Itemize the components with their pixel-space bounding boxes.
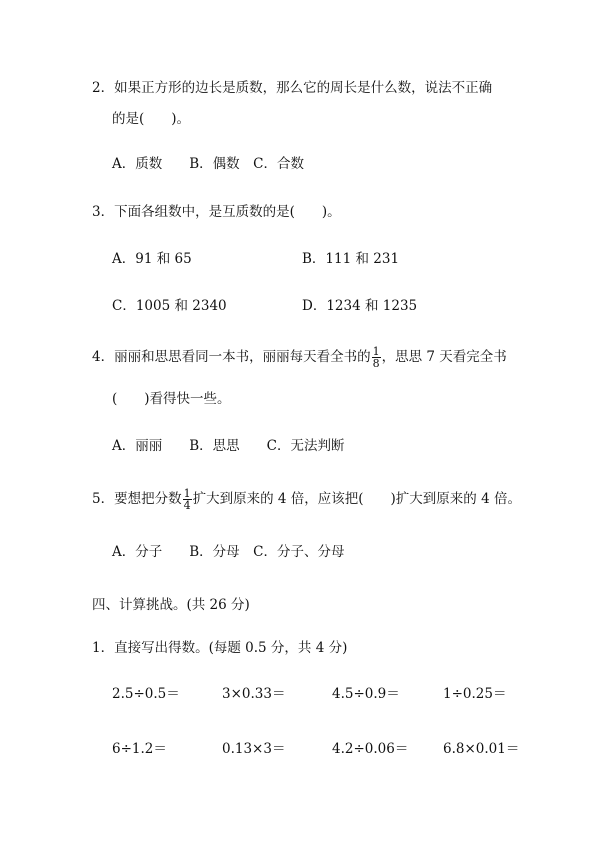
- section4-q1-stem: 1．直接写出得数。(每题 0.5 分，共 4 分): [92, 640, 348, 656]
- calc-item: 3×0.33＝: [222, 686, 286, 702]
- q5-options: A．分子 B．分母 C．分子、分母: [112, 544, 345, 560]
- q5-fraction: [183, 488, 192, 511]
- calc-item: 0.13×3＝: [222, 741, 286, 757]
- calc-item: 4.5÷0.9＝: [332, 686, 400, 702]
- q4-text-part2: ，思思 7 天看完全书: [381, 349, 507, 365]
- q4-stem-line2: ( )看得快一些。: [112, 391, 231, 407]
- calc-item: 1÷0.25＝: [443, 686, 507, 702]
- q4-fraction-denominator: 8: [372, 357, 380, 370]
- calc-item: 2.5÷0.5＝: [112, 686, 180, 702]
- q4-options: A．丽丽 B．思思 C．无法判断: [112, 438, 345, 454]
- q2-stem-line2: 的是( )。: [112, 111, 191, 127]
- q4-text-part1: 4．丽丽和思思看同一本书，丽丽每天看全书的: [92, 349, 371, 365]
- calc-item: 6.8×0.01＝: [443, 741, 520, 757]
- q4-fraction: [372, 346, 381, 369]
- q5-text-part1: 5．要想把分数: [92, 491, 182, 507]
- calc-item: 6÷1.2＝: [112, 741, 167, 757]
- q5-text-part2: 扩大到原来的 4 倍，应该把( )扩大到原来的 4 倍。: [192, 491, 521, 507]
- q4-stem-line1: [92, 346, 507, 369]
- q4-fraction-numerator: 1: [372, 345, 380, 358]
- section4-title: 四、计算挑战。(共 26 分): [92, 597, 250, 613]
- q3-option-c: C．1005 和 2340: [112, 298, 227, 314]
- q3-option-d: D．1234 和 1235: [302, 298, 418, 314]
- q2-stem-line1: 2．如果正方形的边长是质数，那么它的周长是什么数，说法不正确: [92, 80, 493, 96]
- q2-options: A．质数 B．偶数 C．合数: [112, 156, 304, 172]
- q3-option-b: B．111 和 231: [302, 251, 400, 267]
- q5-fraction-denominator: 4: [183, 499, 191, 512]
- calc-item: 4.2÷0.06＝: [332, 741, 409, 757]
- q5-stem: [92, 488, 521, 511]
- q3-stem: 3．下面各组数中，是互质数的是( )。: [92, 204, 341, 220]
- q5-fraction-numerator: 1: [183, 487, 191, 500]
- q3-option-a: A．91 和 65: [112, 251, 192, 267]
